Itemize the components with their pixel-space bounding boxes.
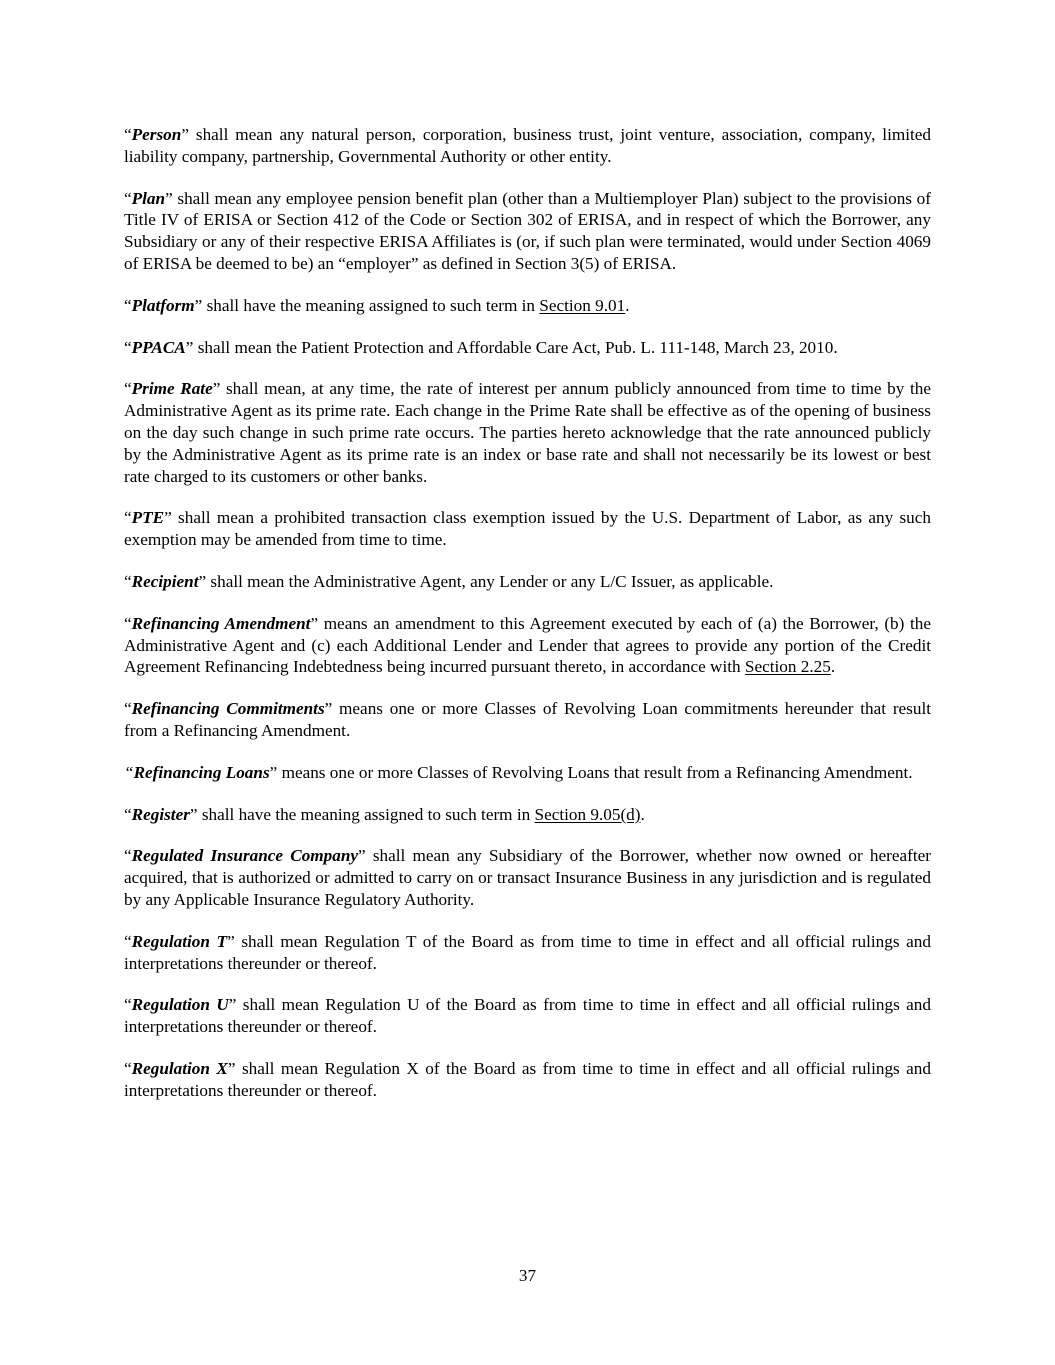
open-quote: “	[124, 508, 132, 528]
definition-text: ” shall mean the Administrative Agent, any Lender or any L/C Issuer, as applicable.	[198, 571, 774, 591]
definition-regulation-x	[124, 1058, 931, 1102]
definition-refinancing-loans	[124, 762, 931, 784]
definition-register	[124, 804, 931, 826]
definition-prime-rate	[124, 378, 931, 487]
definition-regulation-u	[124, 994, 931, 1038]
open-quote: “	[124, 995, 132, 1015]
defined-term: Plan	[131, 188, 166, 208]
definition-platform	[124, 295, 931, 317]
open-quote: “	[124, 188, 132, 208]
definition-person	[124, 124, 931, 168]
defined-term: Regulation X	[131, 1058, 228, 1078]
defined-term: Person	[131, 125, 182, 144]
definition-text: ” shall mean any Subsidiary of the Borrower, whether now owned or hereafter acquired, that is authorized or admitted to carry on or transact Insurance Business in any jurisdiction and is regulated by any Applicable Insurance Regulatory Authority.	[124, 846, 931, 909]
open-quote: “	[124, 337, 132, 357]
definition-regulated-insurance-company	[124, 845, 931, 910]
defined-term: Prime Rate	[131, 379, 213, 399]
section-reference: Section 2.25	[744, 657, 831, 677]
definition-recipient	[124, 571, 931, 593]
defined-term: Regulation U	[131, 995, 229, 1015]
document-page	[124, 124, 931, 1122]
open-quote: “	[124, 846, 132, 866]
open-quote: “	[124, 379, 132, 399]
defined-term: Refinancing Commitments	[131, 699, 325, 719]
definition-regulation-t	[124, 931, 931, 975]
open-quote: “	[124, 571, 132, 591]
definition-text: ” shall mean Regulation X of the Board as from time to time in effect and all official rulings and interpretations thereunder or thereof.	[124, 1058, 931, 1100]
defined-term: Refinancing Loans	[133, 762, 270, 782]
definition-refinancing-commitments	[124, 698, 931, 742]
definition-ppaca	[124, 337, 931, 359]
open-quote: “	[124, 125, 132, 144]
definition-text: ” shall have the meaning assigned to such term in	[189, 804, 535, 824]
open-quote: “	[124, 762, 134, 782]
page-number: 37	[518, 1266, 537, 1285]
definition-text: ” shall mean any employee pension benefit plan (other than a Multiemployer Plan) subject to the provisions of Title IV of ERISA or Section 412 of the Code or Section 302 of ERISA, and in respect of which the Borrower, any Subsidiary or any of their respective ERISA Affiliates is (or, if such plan were terminated, would under Section 4069 of ERISA be deemed to be) an “employer” as defined in Section 3(5) of ERISA.	[124, 188, 931, 273]
defined-term: Register	[131, 804, 190, 824]
defined-term: Recipient	[131, 571, 199, 591]
defined-term: PTE	[131, 508, 165, 528]
defined-term: Regulated Insurance Company	[131, 846, 359, 866]
defined-term: Platform	[131, 295, 195, 315]
definition-text: ” shall mean Regulation U of the Board as from time to time in effect and all official rulings and interpretations thereunder or thereof.	[124, 995, 931, 1037]
definition-text: ” shall mean the Patient Protection and Affordable Care Act, Pub. L. 111-148, March 23, 2010.	[185, 337, 838, 357]
definition-text: ” means an amendment to this Agreement executed by each of (a) the Borrower, (b) the Administrative Agent and (c) each Additional Lender and Lender that agrees to provide any portion of the Credit Agreement Refinancing Indebtedness being incurred pursuant thereto, in accordance with	[124, 613, 931, 677]
section-reference: Section 9.05(d)	[534, 804, 641, 824]
defined-term: PPACA	[131, 337, 186, 357]
defined-term: Regulation T	[131, 931, 228, 951]
definition-tail: .	[625, 295, 630, 315]
open-quote: “	[124, 699, 132, 719]
definition-text: ” shall mean Regulation T of the Board as from time to time in effect and all official rulings and interpretations thereunder or thereof.	[124, 931, 931, 973]
definition-text: ” means one or more Classes of Revolving Loan commitments hereunder that result from a Refinancing Amendment.	[124, 699, 931, 740]
definition-plan	[124, 188, 931, 275]
definition-text: ” shall mean any natural person, corporation, business trust, joint venture, association, company, limited liability company, partnership, Governmental Authority or other entity.	[124, 125, 931, 166]
open-quote: “	[124, 295, 132, 315]
definition-refinancing-amendment	[124, 613, 931, 678]
open-quote: “	[124, 1058, 132, 1078]
definition-pte	[124, 507, 931, 551]
section-reference: Section 9.01	[539, 295, 626, 315]
defined-term: Refinancing Amendment	[131, 613, 311, 633]
open-quote: “	[124, 804, 132, 824]
definition-text: ” means one or more Classes of Revolving Loans that result from a Refinancing Amendment.	[269, 762, 913, 782]
definition-tail: .	[830, 657, 836, 677]
definition-tail: .	[640, 804, 645, 824]
definition-text: ” shall mean, at any time, the rate of interest per annum publicly announced from time to time by the Administrative Agent as its prime rate. Each change in the Prime Rate shall be effective as of the opening of business on the day such change in such prime rate occurs. The parties hereto acknowledge that the rate announced publicly by the Administrative Agent as its prime rate is an index or base rate and shall not necessarily be its lowest or best rate charged to its customers or other banks.	[124, 379, 931, 486]
definition-text: ” shall mean a prohibited transaction class exemption issued by the U.S. Department of Labor, as any such exemption may be amended from time to time.	[124, 508, 931, 550]
definition-text: ” shall have the meaning assigned to such term in	[194, 295, 540, 315]
open-quote: “	[124, 931, 132, 951]
open-quote: “	[124, 613, 132, 633]
